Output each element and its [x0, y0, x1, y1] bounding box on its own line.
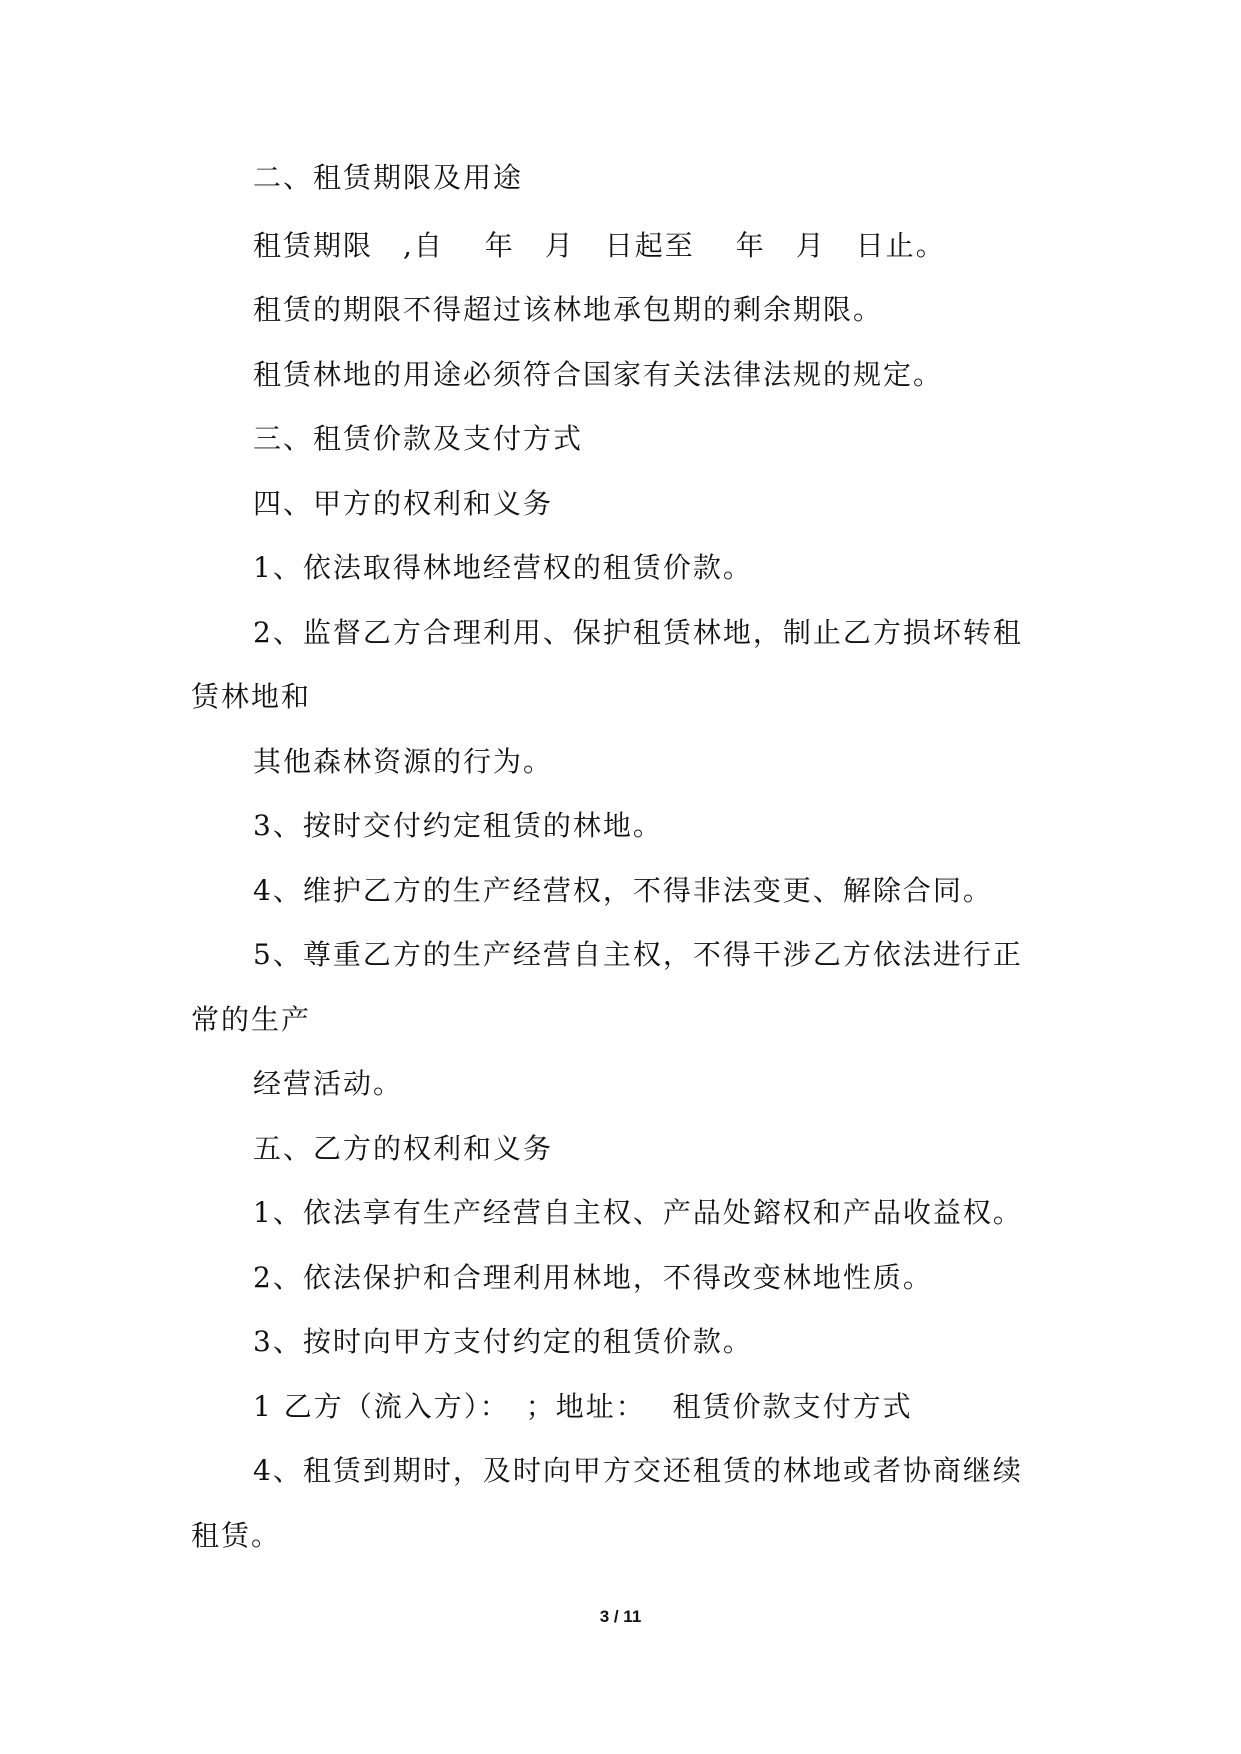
page-number: 3 / 11 [599, 1607, 642, 1626]
list-item-a4: 4、维护乙方的生产经营权，不得非法变更、解除合同。 [253, 874, 993, 907]
list-item-a3: 3、按时交付约定租赁的林地。 [253, 809, 663, 842]
section-heading-lease-term: 二、租赁期限及用途 [253, 161, 524, 194]
paragraph-lease-limit: 租赁的期限不得超过该林地承包期的剩余期限。 [253, 293, 884, 326]
section-heading-party-b-rights: 五、乙方的权利和义务 [253, 1132, 554, 1165]
section-heading-party-a-rights: 四、甲方的权利和义务 [253, 487, 554, 520]
list-item-b1: 1、依法享有生产经营自主权、产品处鎔权和产品收益权。 [253, 1196, 1023, 1229]
list-item-a1: 1、依法取得林地经营权的租赁价款。 [253, 551, 753, 584]
list-item-a2: 2、监督乙方合理利用、保护租赁林地，制止乙方损坏转租 [253, 616, 1023, 649]
paragraph-land-use: 租赁林地的用途必须符合国家有关法律法规的规定。 [253, 358, 944, 391]
list-item-b4-continued: 租赁。 [191, 1519, 282, 1552]
list-item-a5-continued: 常的生产 [191, 1003, 312, 1036]
paragraph-lease-period: 租赁期限 ,自 年 月 日起至 年 月 日止。 [253, 229, 946, 262]
section-heading-price-payment: 三、租赁价款及支付方式 [253, 422, 584, 455]
list-item-a5-continued-2: 经营活动。 [253, 1067, 404, 1100]
list-item-a2-continued-2: 其他森林资源的行为。 [253, 745, 554, 778]
list-item-b2: 2、依法保护和合理利用林地，不得改变林地性质。 [253, 1261, 933, 1294]
list-item-a2-continued: 赁林地和 [191, 680, 312, 713]
list-item-a5: 5、尊重乙方的生产经营自主权，不得干涉乙方依法进行正 [253, 938, 1023, 971]
list-item-b4: 4、租赁到期时，及时向甲方交还租赁的林地或者协商继续 [253, 1454, 1023, 1487]
paragraph-party-b-address: 1 乙方（流入方）： ；地址： 租赁价款支付方式 [253, 1390, 913, 1423]
list-item-b3: 3、按时向甲方支付约定的租赁价款。 [253, 1325, 753, 1358]
